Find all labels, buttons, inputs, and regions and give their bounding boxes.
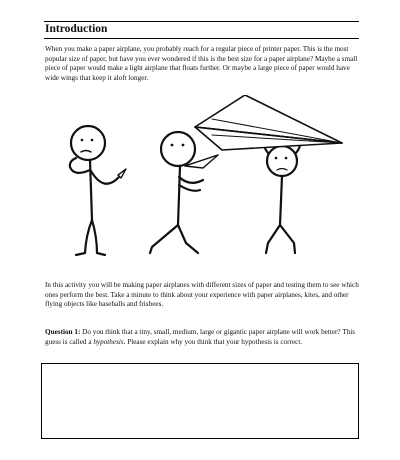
intro-paragraph: When you make a paper airplane, you probably reach for a regular piece of printer paper. This is the most popular size of paper, but have you ever wondered if this is the best size for a paper airplane? Maybe a small piece of paper would make a light airplane that floats further. Or maybe a large piece of paper would have wide wings that keep it aloft longer. (45, 45, 358, 82)
tiny-paper-airplane (118, 169, 126, 178)
question-1-text-after: . Please explain why you think that your hypothesis is correct. (123, 337, 303, 346)
stick-figure-carrying-large-airplane (263, 133, 300, 253)
stick-figures-paper-airplanes-illustration (40, 95, 360, 270)
stick-figure-thinking (70, 126, 119, 255)
activity-paragraph: In this activity you will be making paper airplanes with different sizes of paper and testing them to see which ones perform the best. Take a minute to think about your experience with paper airplanes, kites, and other flying objects like baseballs and frisbees. (45, 281, 359, 309)
question-1-text-before: Do you think that a tiny, small, medium, large or gigantic paper airplane will work better? This guess is called a (45, 328, 356, 346)
top-rule (44, 21, 359, 22)
question-1 (45, 328, 360, 347)
heading-rule (44, 38, 359, 39)
stick-figure-medium-airplane (150, 132, 203, 253)
section-heading: Introduction (45, 23, 108, 35)
question-1-label: Question 1: (45, 328, 81, 336)
answer-box[interactable] (41, 363, 359, 439)
gigantic-paper-airplane (195, 95, 342, 150)
question-1-term: hypothesis (93, 337, 124, 346)
